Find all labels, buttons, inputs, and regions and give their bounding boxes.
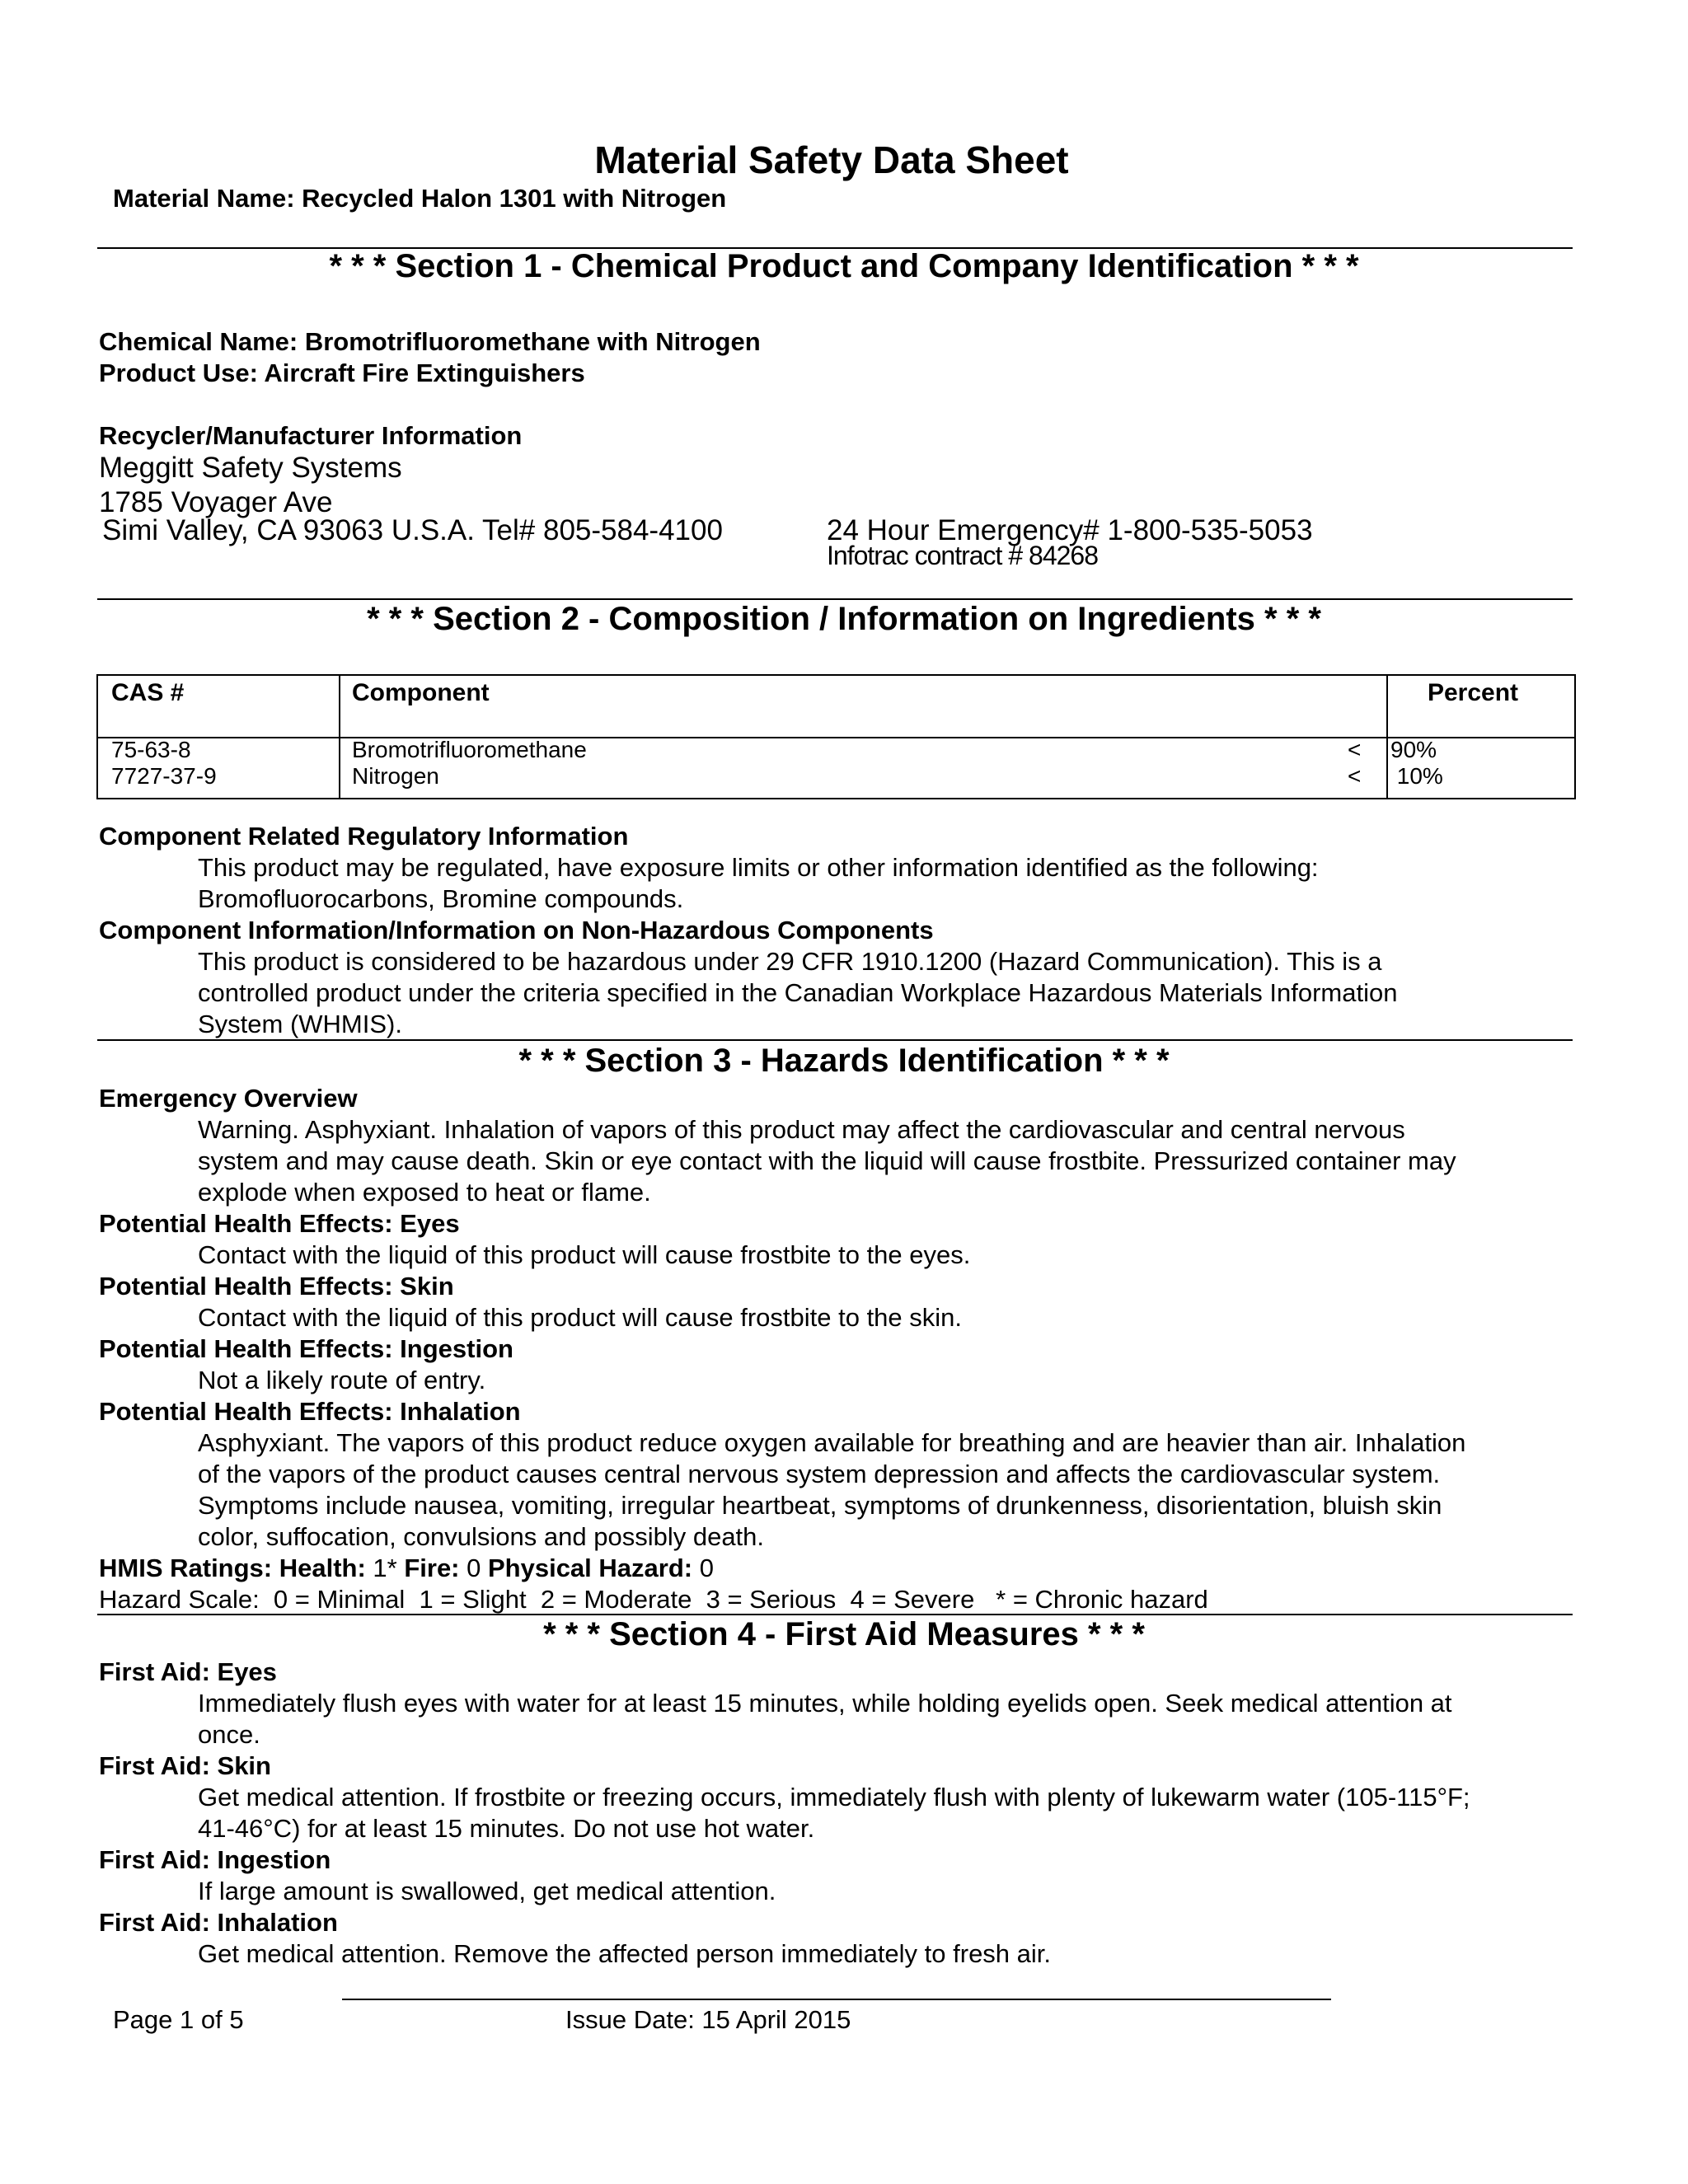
hmis-health-label: HMIS Ratings: Health: xyxy=(99,1554,366,1582)
section3-title: * * * Section 3 - Hazards Identification * * * xyxy=(518,1043,1170,1079)
document-title: Material Safety Data Sheet xyxy=(594,138,1069,181)
regulatory-heading: Component Related Regulatory Information xyxy=(99,822,629,851)
column-header-cas: CAS # xyxy=(111,679,185,706)
issue-date: Issue Date: 15 April 2015 xyxy=(565,2005,851,2034)
emergency-phone: 24 Hour Emergency# 1-800-535-5053 xyxy=(827,514,1313,546)
first-aid-eyes-text: once. xyxy=(198,1720,260,1749)
street-address: 1785 Voyager Ave xyxy=(99,486,333,518)
column-header-percent: Percent xyxy=(1427,679,1519,706)
section3-rule xyxy=(97,1039,1573,1041)
hmis-fire-label: Fire: xyxy=(396,1554,460,1582)
regulatory-text: Bromofluorocarbons, Bromine compounds. xyxy=(198,884,684,913)
table-row-component: Bromotrifluoromethane xyxy=(352,737,587,762)
table-row-percent: 90% xyxy=(1390,737,1437,762)
health-eyes-text: Contact with the liquid of this product will cause frostbite to the eyes. xyxy=(198,1240,971,1269)
table-row-percent: 10% xyxy=(1390,763,1443,789)
first-aid-skin-text: 41-46°C) for at least 15 minutes. Do not use hot water. xyxy=(198,1814,815,1843)
emergency-overview-text: explode when exposed to heat or flame. xyxy=(198,1178,651,1207)
health-inhalation-heading: Potential Health Effects: Inhalation xyxy=(99,1397,521,1426)
column-header-component: Component xyxy=(352,679,490,706)
footer-rule xyxy=(342,1999,1331,2000)
table-row-component: Nitrogen xyxy=(352,763,439,789)
first-aid-inhalation-heading: First Aid: Inhalation xyxy=(99,1908,338,1937)
health-eyes-heading: Potential Health Effects: Eyes xyxy=(99,1209,460,1238)
health-inhalation-text: color, suffocation, convulsions and possibly death. xyxy=(198,1522,765,1551)
section2-title: * * * Section 2 - Composition / Information on Ingredients * * * xyxy=(367,601,1321,637)
emergency-overview-heading: Emergency Overview xyxy=(99,1084,358,1113)
first-aid-ingestion-heading: First Aid: Ingestion xyxy=(99,1845,331,1874)
emergency-overview-text: system and may cause death. Skin or eye contact with the liquid will cause frostbite. Pressurized container may xyxy=(198,1146,1456,1175)
first-aid-eyes-heading: First Aid: Eyes xyxy=(99,1657,277,1686)
nonhazardous-heading: Component Information/Information on Non-Hazardous Components xyxy=(99,916,934,944)
regulatory-text: This product may be regulated, have exposure limits or other information identified as the following: xyxy=(198,853,1319,882)
table-row-cas: 7727-37-9 xyxy=(111,763,217,789)
table-column-divider xyxy=(339,676,340,798)
material-name: Material Name: Recycled Halon 1301 with Nitrogen xyxy=(113,184,727,213)
table-row-operator: < xyxy=(1348,763,1362,789)
hmis-health-value: 1* xyxy=(365,1554,397,1582)
health-inhalation-text: Symptoms include nausea, vomiting, irregular heartbeat, symptoms of drunkenness, disorientation, bluish skin xyxy=(198,1491,1442,1520)
first-aid-inhalation-text: Get medical attention. Remove the affected person immediately to fresh air. xyxy=(198,1939,1052,1968)
nonhazardous-text: System (WHMIS). xyxy=(198,1010,402,1038)
health-skin-heading: Potential Health Effects: Skin xyxy=(99,1272,454,1301)
health-skin-text: Contact with the liquid of this product will cause frostbite to the skin. xyxy=(198,1303,963,1332)
section4-title: * * * Section 4 - First Aid Measures * * * xyxy=(543,1616,1145,1652)
hmis-ratings xyxy=(99,1553,714,1584)
table-column-divider xyxy=(1386,676,1388,798)
recycler-heading: Recycler/Manufacturer Information xyxy=(99,421,523,450)
first-aid-ingestion-text: If large amount is swallowed, get medical attention. xyxy=(198,1877,776,1905)
page-number: Page 1 of 5 xyxy=(113,2005,244,2034)
section1-title: * * * Section 1 - Chemical Product and Company Identification * * * xyxy=(329,248,1359,284)
infotrac-contract: Infotrac contract # 84268 xyxy=(827,541,1098,570)
first-aid-skin-text: Get medical attention. If frostbite or freezing occurs, immediately flush with plenty of lukewarm water (105-115°F; xyxy=(198,1783,1470,1811)
first-aid-eyes-text: Immediately flush eyes with water for at least 15 minutes, while holding eyelids open. Seek medical attention at xyxy=(198,1689,1452,1718)
table-row-cas: 75-63-8 xyxy=(111,737,191,762)
hmis-physical-value: 0 xyxy=(692,1554,714,1582)
company-name: Meggitt Safety Systems xyxy=(99,452,402,484)
hmis-fire-value: 0 xyxy=(459,1554,481,1582)
first-aid-skin-heading: First Aid: Skin xyxy=(99,1751,271,1780)
city-telephone: Simi Valley, CA 93063 U.S.A. Tel# 805-584-4100 xyxy=(102,514,723,546)
nonhazardous-text: controlled product under the criteria specified in the Canadian Workplace Hazardous Materials Information xyxy=(198,978,1398,1007)
emergency-overview-text: Warning. Asphyxiant. Inhalation of vapors of this product may affect the cardiovascular and central nervous xyxy=(198,1115,1405,1144)
hazard-scale: Hazard Scale: 0 = Minimal 1 = Slight 2 = Moderate 3 = Serious 4 = Severe * = Chronic hazard xyxy=(99,1585,1208,1614)
health-ingestion-text: Not a likely route of entry. xyxy=(198,1366,486,1394)
table-row-operator: < xyxy=(1348,737,1362,762)
health-inhalation-text: of the vapors of the product causes central nervous system depression and affects the cardiovascular system. xyxy=(198,1460,1441,1488)
composition-table xyxy=(96,674,1576,799)
health-ingestion-heading: Potential Health Effects: Ingestion xyxy=(99,1334,513,1363)
nonhazardous-text: This product is considered to be hazardous under 29 CFR 1910.1200 (Hazard Communication). This is a xyxy=(198,947,1382,976)
health-inhalation-text: Asphyxiant. The vapors of this product reduce oxygen available for breathing and are heavier than air. Inhalation xyxy=(198,1428,1466,1457)
product-use: Product Use: Aircraft Fire Extinguishers xyxy=(99,359,585,387)
hmis-physical-label: Physical Hazard: xyxy=(481,1554,693,1582)
chemical-name: Chemical Name: Bromotrifluoromethane with Nitrogen xyxy=(99,327,761,356)
